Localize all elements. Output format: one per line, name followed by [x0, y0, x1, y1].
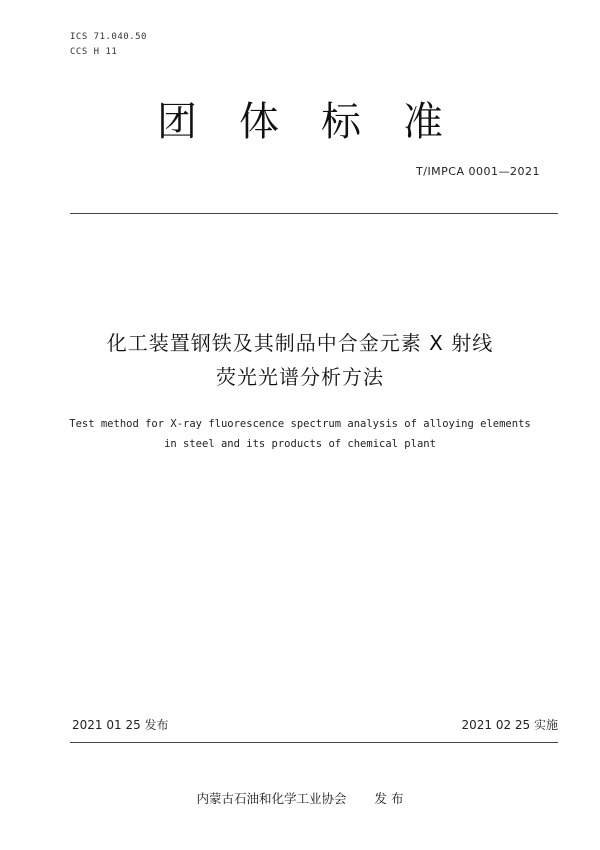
standard-number: T/IMPCA 0001—2021	[416, 165, 540, 178]
title-cn-line-2: 荧光光谱分析方法	[216, 365, 384, 389]
ccs-code: CCS H 11	[70, 47, 118, 57]
title-cn-line-1: 化工装置钢铁及其制品中合金元素 X 射线	[106, 331, 494, 355]
publish-date: 2021 01 25 发布	[72, 718, 169, 732]
issuer-name: 内蒙古石油和化学工业协会	[196, 791, 347, 806]
issuer-line	[0, 789, 600, 807]
bottom-divider	[70, 742, 558, 743]
document-title-en	[0, 414, 600, 454]
top-divider	[70, 213, 558, 214]
ics-code: ICS 71.040.50	[70, 32, 147, 42]
standard-type-heading: 团体标准	[157, 99, 485, 145]
issuer-action: 发 布	[374, 791, 404, 806]
title-en-line-2: in steel and its products of chemical plant	[164, 438, 436, 450]
classification-codes	[70, 30, 147, 60]
document-title-cn	[0, 326, 600, 394]
implement-date: 2021 02 25 实施	[461, 718, 558, 732]
title-en-line-1: Test method for X-ray fluorescence spectrum analysis of alloying elements	[69, 418, 531, 430]
